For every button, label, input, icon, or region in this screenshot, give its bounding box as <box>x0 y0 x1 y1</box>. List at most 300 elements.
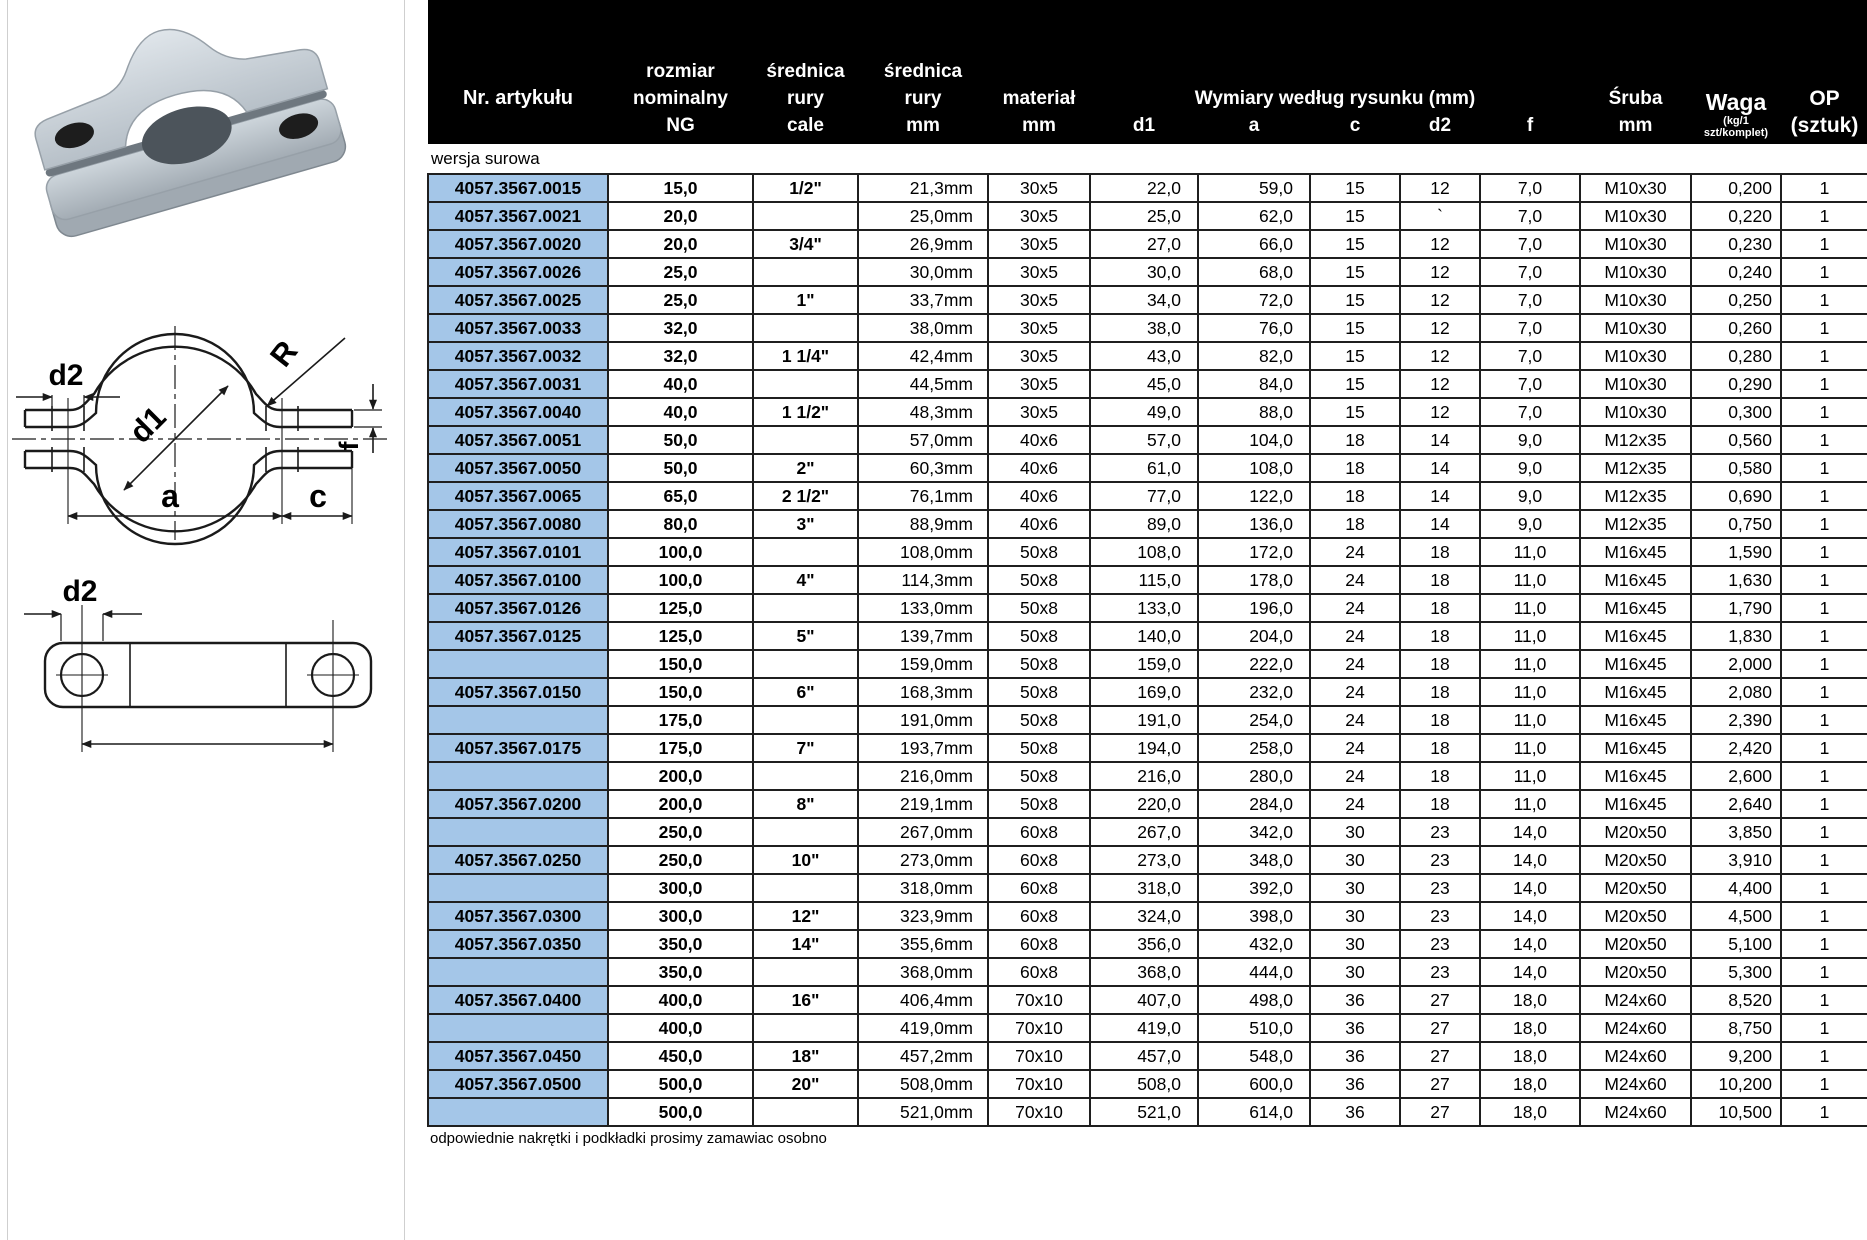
cell-d1: 508,0 <box>1090 1070 1198 1098</box>
col-header-c: c <box>1349 115 1361 136</box>
cell-article: 4057.3567.0032 <box>428 342 608 370</box>
cell-op: 1 <box>1781 1070 1867 1098</box>
cell-f: 18,0 <box>1480 1014 1580 1042</box>
cell-c: 24 <box>1310 650 1400 678</box>
cell-material: 30x5 <box>988 202 1090 230</box>
table-row <box>428 734 1867 762</box>
cell-inches <box>753 538 858 566</box>
cell-a: 196,0 <box>1198 594 1310 622</box>
cell-d2: 23 <box>1400 874 1480 902</box>
cell-article: 4057.3567.0031 <box>428 370 608 398</box>
cell-d2: 14 <box>1400 510 1480 538</box>
header-line: mm <box>1618 115 1653 136</box>
cell-a: 284,0 <box>1198 790 1310 818</box>
cell-a: 136,0 <box>1198 510 1310 538</box>
cell-inches <box>753 762 858 790</box>
cell-c: 36 <box>1310 1098 1400 1126</box>
cell-d2: 18 <box>1400 594 1480 622</box>
cell-screw: M16x45 <box>1580 762 1691 790</box>
technical-drawing-svg <box>0 0 430 1240</box>
cell-op: 1 <box>1781 678 1867 706</box>
cell-d2: 27 <box>1400 1098 1480 1126</box>
cell-pipe-diameter: 25,0mm <box>858 202 988 230</box>
cell-weight: 2,080 <box>1691 678 1781 706</box>
cell-d1: 419,0 <box>1090 1014 1198 1042</box>
cell-f: 7,0 <box>1480 230 1580 258</box>
cell-material: 50x8 <box>988 762 1090 790</box>
cell-f: 7,0 <box>1480 258 1580 286</box>
cell-d1: 324,0 <box>1090 902 1198 930</box>
cell-inches: 3/4" <box>753 230 858 258</box>
cell-nominal-size: 100,0 <box>608 538 753 566</box>
cell-material: 50x8 <box>988 622 1090 650</box>
cell-inches: 2 1/2" <box>753 482 858 510</box>
cell-inches: 18" <box>753 1042 858 1070</box>
cell-nominal-size: 175,0 <box>608 734 753 762</box>
cell-op: 1 <box>1781 566 1867 594</box>
cell-f: 11,0 <box>1480 762 1580 790</box>
cell-c: 15 <box>1310 230 1400 258</box>
cell-d1: 38,0 <box>1090 314 1198 342</box>
cell-op: 1 <box>1781 510 1867 538</box>
cell-screw: M20x50 <box>1580 958 1691 986</box>
cell-material: 50x8 <box>988 594 1090 622</box>
cell-d1: 267,0 <box>1090 818 1198 846</box>
cell-material: 40x6 <box>988 454 1090 482</box>
cell-op: 1 <box>1781 426 1867 454</box>
cell-f: 14,0 <box>1480 874 1580 902</box>
cell-article: 4057.3567.0020 <box>428 230 608 258</box>
cell-a: 254,0 <box>1198 706 1310 734</box>
cell-op: 1 <box>1781 790 1867 818</box>
cell-c: 36 <box>1310 1042 1400 1070</box>
cell-screw: M20x50 <box>1580 846 1691 874</box>
cell-c: 18 <box>1310 454 1400 482</box>
cell-pipe-diameter: 108,0mm <box>858 538 988 566</box>
cell-f: 11,0 <box>1480 538 1580 566</box>
cell-nominal-size: 400,0 <box>608 1014 753 1042</box>
cell-material: 50x8 <box>988 538 1090 566</box>
table-row <box>428 230 1867 258</box>
cell-op: 1 <box>1781 230 1867 258</box>
cell-d2: 14 <box>1400 426 1480 454</box>
cell-pipe-diameter: 44,5mm <box>858 370 988 398</box>
cell-weight: 2,600 <box>1691 762 1781 790</box>
cell-nominal-size: 300,0 <box>608 874 753 902</box>
cell-pipe-diameter: 114,3mm <box>858 566 988 594</box>
header-line: Śruba <box>1608 88 1663 109</box>
dim-label-f: f <box>334 441 364 451</box>
cell-screw: M10x30 <box>1580 342 1691 370</box>
cell-d1: 133,0 <box>1090 594 1198 622</box>
cell-material: 70x10 <box>988 1070 1090 1098</box>
cell-a: 59,0 <box>1198 174 1310 202</box>
cell-material: 40x6 <box>988 482 1090 510</box>
cell-c: 24 <box>1310 734 1400 762</box>
cell-material: 30x5 <box>988 174 1090 202</box>
cell-d2: 12 <box>1400 286 1480 314</box>
header-line: (kg/1 <box>1723 115 1749 127</box>
cell-inches <box>753 1014 858 1042</box>
cell-c: 36 <box>1310 1070 1400 1098</box>
cell-d2: 12 <box>1400 174 1480 202</box>
dim-label-d1: d1 <box>122 399 173 450</box>
cell-article: 4057.3567.0100 <box>428 566 608 594</box>
cell-inches: 4" <box>753 566 858 594</box>
cell-a: 178,0 <box>1198 566 1310 594</box>
cell-inches <box>753 958 858 986</box>
cell-article: 4057.3567.0021 <box>428 202 608 230</box>
cell-a: 614,0 <box>1198 1098 1310 1126</box>
cell-inches <box>753 258 858 286</box>
cell-a: 498,0 <box>1198 986 1310 1014</box>
cell-f: 18,0 <box>1480 1098 1580 1126</box>
col-header-pipe-diameter-inches <box>753 0 858 144</box>
col-header-d1: d1 <box>1132 115 1156 136</box>
cell-op: 1 <box>1781 342 1867 370</box>
cell-article <box>428 762 608 790</box>
cell-screw: M10x30 <box>1580 398 1691 426</box>
cell-f: 7,0 <box>1480 398 1580 426</box>
cell-f: 18,0 <box>1480 1042 1580 1070</box>
cell-weight: 0,230 <box>1691 230 1781 258</box>
cell-d1: 191,0 <box>1090 706 1198 734</box>
cell-op: 1 <box>1781 258 1867 286</box>
header-line: średnica <box>766 61 845 82</box>
cell-nominal-size: 25,0 <box>608 258 753 286</box>
cell-material: 60x8 <box>988 958 1090 986</box>
cell-d1: 43,0 <box>1090 342 1198 370</box>
cell-inches: 1 1/4" <box>753 342 858 370</box>
cell-op: 1 <box>1781 986 1867 1014</box>
cell-d1: 457,0 <box>1090 1042 1198 1070</box>
table-row <box>428 538 1867 566</box>
table-row <box>428 622 1867 650</box>
cell-article: 4057.3567.0080 <box>428 510 608 538</box>
table-row <box>428 510 1867 538</box>
table-row <box>428 902 1867 930</box>
cell-d1: 273,0 <box>1090 846 1198 874</box>
cell-inches: 8" <box>753 790 858 818</box>
cell-pipe-diameter: 168,3mm <box>858 678 988 706</box>
cell-c: 30 <box>1310 874 1400 902</box>
cell-c: 24 <box>1310 706 1400 734</box>
cell-c: 15 <box>1310 258 1400 286</box>
dim-label-d2-plan: d2 <box>62 575 98 608</box>
header-line: szt/komplet) <box>1703 127 1769 139</box>
cell-d2: 23 <box>1400 930 1480 958</box>
cell-nominal-size: 40,0 <box>608 370 753 398</box>
cell-d1: 57,0 <box>1090 426 1198 454</box>
cell-nominal-size: 500,0 <box>608 1098 753 1126</box>
cell-material: 50x8 <box>988 566 1090 594</box>
cell-d1: 216,0 <box>1090 762 1198 790</box>
cell-c: 36 <box>1310 986 1400 1014</box>
cell-screw: M12x35 <box>1580 510 1691 538</box>
cell-pipe-diameter: 193,7mm <box>858 734 988 762</box>
cell-weight: 3,910 <box>1691 846 1781 874</box>
cell-d2: ` <box>1400 202 1480 230</box>
table-row <box>428 594 1867 622</box>
cell-weight: 0,220 <box>1691 202 1781 230</box>
cell-screw: M24x60 <box>1580 1014 1691 1042</box>
cell-inches: 1/2" <box>753 174 858 202</box>
cell-a: 66,0 <box>1198 230 1310 258</box>
cell-c: 30 <box>1310 958 1400 986</box>
cell-f: 7,0 <box>1480 370 1580 398</box>
table-row <box>428 706 1867 734</box>
table-row <box>428 174 1867 202</box>
col-header-a: a <box>1248 115 1260 136</box>
cell-a: 392,0 <box>1198 874 1310 902</box>
header-line: (sztuk) <box>1790 114 1859 137</box>
cell-pipe-diameter: 267,0mm <box>858 818 988 846</box>
cell-screw: M20x50 <box>1580 902 1691 930</box>
cell-d2: 14 <box>1400 454 1480 482</box>
cell-f: 9,0 <box>1480 510 1580 538</box>
table-row <box>428 846 1867 874</box>
cell-d1: 159,0 <box>1090 650 1198 678</box>
cell-c: 30 <box>1310 930 1400 958</box>
cell-op: 1 <box>1781 1098 1867 1126</box>
cell-inches <box>753 370 858 398</box>
cell-inches: 1 1/2" <box>753 398 858 426</box>
cell-pipe-diameter: 368,0mm <box>858 958 988 986</box>
cell-material: 50x8 <box>988 706 1090 734</box>
cell-article: 4057.3567.0250 <box>428 846 608 874</box>
dims-group-title: Wymiary według rysunku (mm) <box>1194 88 1476 109</box>
cell-screw: M12x35 <box>1580 482 1691 510</box>
cell-inches: 20" <box>753 1070 858 1098</box>
cell-d1: 407,0 <box>1090 986 1198 1014</box>
cell-a: 84,0 <box>1198 370 1310 398</box>
cell-d2: 23 <box>1400 958 1480 986</box>
cell-inches <box>753 706 858 734</box>
cell-a: 122,0 <box>1198 482 1310 510</box>
cell-material: 60x8 <box>988 902 1090 930</box>
cell-a: 280,0 <box>1198 762 1310 790</box>
header-line: Waga <box>1705 89 1767 115</box>
cell-a: 600,0 <box>1198 1070 1310 1098</box>
cell-weight: 10,500 <box>1691 1098 1781 1126</box>
cell-pipe-diameter: 30,0mm <box>858 258 988 286</box>
cell-a: 72,0 <box>1198 286 1310 314</box>
cell-inches <box>753 650 858 678</box>
cell-article <box>428 650 608 678</box>
cell-weight: 0,200 <box>1691 174 1781 202</box>
cell-weight: 3,850 <box>1691 818 1781 846</box>
cell-screw: M20x50 <box>1580 930 1691 958</box>
cell-pipe-diameter: 88,9mm <box>858 510 988 538</box>
cell-f: 9,0 <box>1480 426 1580 454</box>
cell-c: 24 <box>1310 762 1400 790</box>
header-line: nominalny <box>632 88 728 109</box>
cell-article: 4057.3567.0026 <box>428 258 608 286</box>
cell-material: 70x10 <box>988 1098 1090 1126</box>
table-row <box>428 426 1867 454</box>
cell-weight: 1,630 <box>1691 566 1781 594</box>
cell-inches: 1" <box>753 286 858 314</box>
header-line: cale <box>787 115 824 136</box>
cell-c: 15 <box>1310 342 1400 370</box>
cell-f: 11,0 <box>1480 678 1580 706</box>
table-row <box>428 1070 1867 1098</box>
cell-a: 444,0 <box>1198 958 1310 986</box>
cell-weight: 0,560 <box>1691 426 1781 454</box>
cell-op: 1 <box>1781 650 1867 678</box>
cell-weight: 0,750 <box>1691 510 1781 538</box>
cell-d1: 115,0 <box>1090 566 1198 594</box>
cell-c: 30 <box>1310 818 1400 846</box>
cell-pipe-diameter: 273,0mm <box>858 846 988 874</box>
cell-inches: 6" <box>753 678 858 706</box>
cell-inches: 2" <box>753 454 858 482</box>
cell-d1: 169,0 <box>1090 678 1198 706</box>
cell-pipe-diameter: 33,7mm <box>858 286 988 314</box>
cell-c: 15 <box>1310 370 1400 398</box>
cell-article <box>428 958 608 986</box>
cell-op: 1 <box>1781 874 1867 902</box>
cell-nominal-size: 450,0 <box>608 1042 753 1070</box>
col-header-article <box>428 0 608 144</box>
cell-nominal-size: 500,0 <box>608 1070 753 1098</box>
cell-screw: M10x30 <box>1580 174 1691 202</box>
cell-inches: 5" <box>753 622 858 650</box>
cell-d1: 140,0 <box>1090 622 1198 650</box>
dim-label-c: c <box>309 478 327 514</box>
cell-article <box>428 818 608 846</box>
table-row <box>428 482 1867 510</box>
cell-a: 232,0 <box>1198 678 1310 706</box>
col-header-d2: d2 <box>1428 115 1452 136</box>
cell-article <box>428 706 608 734</box>
table-row <box>428 874 1867 902</box>
cell-c: 24 <box>1310 594 1400 622</box>
cell-weight: 10,200 <box>1691 1070 1781 1098</box>
cell-f: 7,0 <box>1480 314 1580 342</box>
cell-nominal-size: 150,0 <box>608 678 753 706</box>
cell-screw: M24x60 <box>1580 1042 1691 1070</box>
cell-c: 18 <box>1310 482 1400 510</box>
cell-screw: M12x35 <box>1580 454 1691 482</box>
cell-pipe-diameter: 355,6mm <box>858 930 988 958</box>
cell-d2: 18 <box>1400 566 1480 594</box>
cell-screw: M16x45 <box>1580 566 1691 594</box>
cell-weight: 0,240 <box>1691 258 1781 286</box>
cell-weight: 2,640 <box>1691 790 1781 818</box>
header-line: mm <box>1022 115 1056 136</box>
cell-op: 1 <box>1781 622 1867 650</box>
cell-c: 18 <box>1310 510 1400 538</box>
cell-screw: M12x35 <box>1580 426 1691 454</box>
cell-a: 88,0 <box>1198 398 1310 426</box>
col-header-screw <box>1580 0 1691 144</box>
cell-article <box>428 874 608 902</box>
cell-weight: 0,580 <box>1691 454 1781 482</box>
cell-a: 222,0 <box>1198 650 1310 678</box>
cell-pipe-diameter: 21,3mm <box>858 174 988 202</box>
table-header <box>428 0 1867 144</box>
cell-article <box>428 1014 608 1042</box>
cell-article: 4057.3567.0150 <box>428 678 608 706</box>
cell-weight: 5,300 <box>1691 958 1781 986</box>
cell-article: 4057.3567.0126 <box>428 594 608 622</box>
cell-material: 30x5 <box>988 286 1090 314</box>
cell-d2: 23 <box>1400 846 1480 874</box>
cell-pipe-diameter: 60,3mm <box>858 454 988 482</box>
cell-f: 11,0 <box>1480 790 1580 818</box>
cell-pipe-diameter: 323,9mm <box>858 902 988 930</box>
cell-c: 15 <box>1310 174 1400 202</box>
cell-screw: M10x30 <box>1580 314 1691 342</box>
cell-material: 30x5 <box>988 398 1090 426</box>
cell-material: 60x8 <box>988 846 1090 874</box>
cell-d1: 77,0 <box>1090 482 1198 510</box>
cell-weight: 0,260 <box>1691 314 1781 342</box>
cell-a: 258,0 <box>1198 734 1310 762</box>
cell-d2: 18 <box>1400 706 1480 734</box>
cell-nominal-size: 125,0 <box>608 622 753 650</box>
header-line: rury <box>787 88 824 109</box>
cell-d1: 22,0 <box>1090 174 1198 202</box>
cell-op: 1 <box>1781 706 1867 734</box>
cell-article: 4057.3567.0400 <box>428 986 608 1014</box>
cell-d1: 34,0 <box>1090 286 1198 314</box>
cell-weight: 1,590 <box>1691 538 1781 566</box>
cell-pipe-diameter: 419,0mm <box>858 1014 988 1042</box>
cell-d2: 18 <box>1400 762 1480 790</box>
cell-article: 4057.3567.0300 <box>428 902 608 930</box>
cell-nominal-size: 250,0 <box>608 846 753 874</box>
product-table <box>427 0 1867 1127</box>
cell-d2: 12 <box>1400 230 1480 258</box>
cell-article: 4057.3567.0500 <box>428 1070 608 1098</box>
cell-nominal-size: 20,0 <box>608 230 753 258</box>
technical-drawings <box>0 0 430 1240</box>
clamp-plan-view <box>24 605 371 752</box>
cell-d2: 27 <box>1400 1042 1480 1070</box>
cell-op: 1 <box>1781 314 1867 342</box>
cell-op: 1 <box>1781 398 1867 426</box>
cell-nominal-size: 400,0 <box>608 986 753 1014</box>
cell-f: 9,0 <box>1480 482 1580 510</box>
cell-c: 15 <box>1310 202 1400 230</box>
dim-label-d2-section: d2 <box>48 359 84 392</box>
section-label: wersja surowa <box>428 144 1867 174</box>
cell-op: 1 <box>1781 202 1867 230</box>
cell-d2: 18 <box>1400 622 1480 650</box>
cell-screw: M16x45 <box>1580 650 1691 678</box>
cell-screw: M10x30 <box>1580 258 1691 286</box>
cell-inches: 7" <box>753 734 858 762</box>
table-row <box>428 1014 1867 1042</box>
cell-a: 76,0 <box>1198 314 1310 342</box>
col-header-material <box>988 0 1090 144</box>
cell-pipe-diameter: 457,2mm <box>858 1042 988 1070</box>
cell-op: 1 <box>1781 594 1867 622</box>
cell-inches: 16" <box>753 986 858 1014</box>
cell-article: 4057.3567.0125 <box>428 622 608 650</box>
cell-nominal-size: 25,0 <box>608 286 753 314</box>
cell-f: 7,0 <box>1480 174 1580 202</box>
cell-d1: 89,0 <box>1090 510 1198 538</box>
section-label-row <box>428 144 1867 174</box>
cell-c: 24 <box>1310 538 1400 566</box>
cell-d1: 27,0 <box>1090 230 1198 258</box>
cell-material: 50x8 <box>988 790 1090 818</box>
cell-c: 36 <box>1310 1014 1400 1042</box>
cell-f: 7,0 <box>1480 286 1580 314</box>
